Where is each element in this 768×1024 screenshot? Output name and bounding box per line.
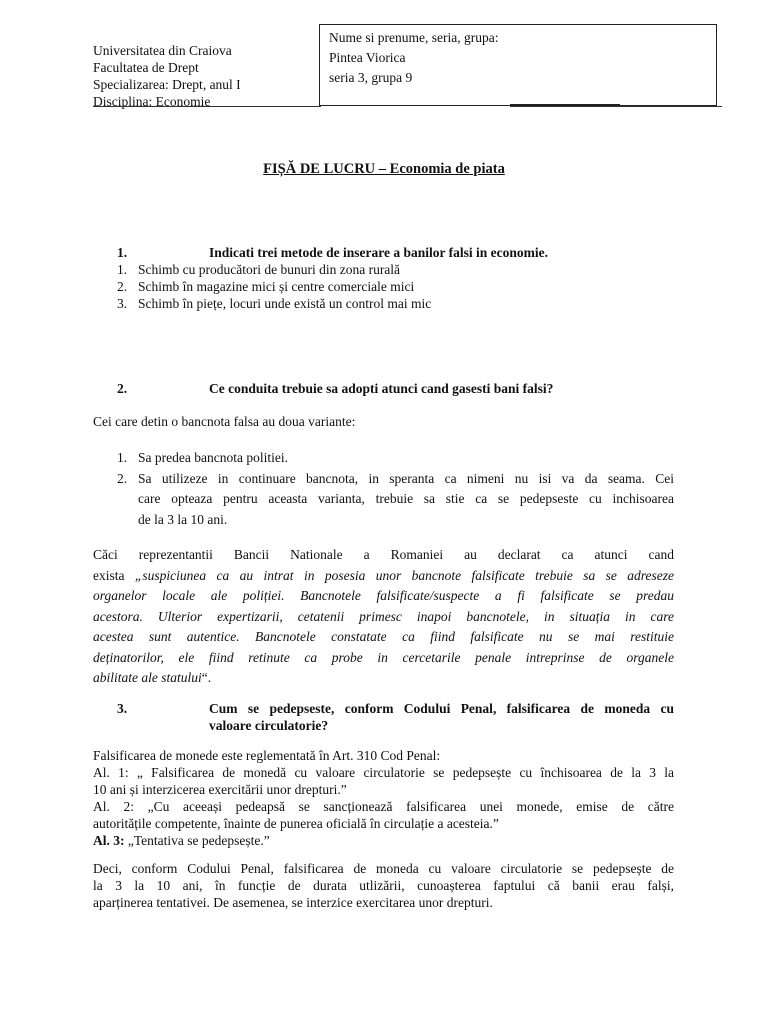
paragraph-line: acestora. Ulterior expertizarii, cetatenii primesc inapoi bancnotele, in situația in care <box>93 608 674 624</box>
student-info-label: Nume si prenume, seria, grupa: <box>329 30 499 45</box>
list-item: 1. Schimb cu producători de bunuri din zona rurală <box>117 262 401 277</box>
list-item: 2. Schimb în magazine mici și centre comerciale mici <box>117 279 415 294</box>
question-text-line: Cum se pedepseste, conform Codului Penal, falsificarea de moneda cu <box>209 701 674 716</box>
answer-list-1 <box>117 261 677 312</box>
question-number: 3. <box>117 701 128 716</box>
student-info-box <box>319 24 717 106</box>
bnr-quote-paragraph <box>93 545 674 689</box>
question-number: 2. <box>117 381 128 396</box>
answer-line: Sa utilizeze in continuare bancnota, in speranta ca nimeni nu isi va da seama. Cei <box>138 470 674 486</box>
law-line: Al. 2: „Cu aceeași pedeapsă se sancționează falsificarea unei monede, emise de către <box>93 799 674 814</box>
list-item: 1. Sa predea bancnota politiei. <box>117 450 288 465</box>
conclusion-paragraph <box>93 860 674 911</box>
conclusion-line: la 3 la 10 ani, în funcție de durata utlizării, cunoașterea faptului că banii erau falși, <box>93 878 674 893</box>
discipline: Disciplina: Economie <box>93 94 211 109</box>
conclusion-line: Deci, conform Codului Penal, falsificarea de moneda cu valoare circulatorie se pedepsește de <box>93 861 674 876</box>
specialization: Specializarea: Drept, anul I <box>93 77 241 92</box>
paragraph-line: deținatorilor, ele fiind retinute ca probe in cercetarile penale intreprinse de organele <box>93 649 674 665</box>
header-rule-right <box>510 106 722 107</box>
question-number: 1. <box>117 245 128 260</box>
institution-header <box>93 42 241 110</box>
question-text-line: valoare circulatorie? <box>209 718 329 733</box>
question-text: Indicati trei metode de inserare a banilor falsi in economie. <box>209 245 548 260</box>
student-name: Pintea Viorica <box>329 50 406 65</box>
conclusion-line: aparținerea tentativei. De asemenea, se interzice exercitarea unor drepturi. <box>93 895 493 910</box>
paragraph-line: exista „suspiciunea ca au intrat in posesia unor bancnote falsificate trebuie sa se adreseze <box>93 567 675 583</box>
list-item: 2. Sa utilizeze in continuare bancnota, in speranta ca nimeni nu isi va da seama. Cei care opteaza pentru aceasta varianta, trebuie sa stie ca se pedepseste cu inchisoarea de la 3 la 10 ani. <box>117 469 674 531</box>
student-group: seria 3, grupa 9 <box>329 70 413 85</box>
paragraph-line: acestea sunt autentice. Bancnotele constatate ca fiind falsificate nu se mai restituie <box>93 629 674 644</box>
list-item: 3. Schimb în piețe, locuri unde există un control mai mic <box>117 296 432 311</box>
paragraph-line: Căci reprezentantii Bancii Nationale a Romaniei au declarat ca atunci cand <box>93 547 674 562</box>
header-rule-left <box>93 106 321 107</box>
page-title: FIȘĂ DE LUCRU – Economia de piata <box>263 161 505 177</box>
law-line: autoritățile competente, înainte de punerea oficială în circulație a acesteia.” <box>93 816 499 831</box>
law-line: Al. 1: „ Falsificarea de monedă cu valoare circulatorie se pedepsește cu închisoarea de la 3 la <box>93 765 674 780</box>
law-text <box>93 747 674 849</box>
university-name: Universitatea din Craiova <box>93 43 232 58</box>
faculty-name: Facultatea de Drept <box>93 60 199 75</box>
paragraph-line: organelor locale ale poliției. Bancnotele falsificate/suspecte a fi falsificate se predau <box>93 588 674 603</box>
law-line: 10 ani și interzicerea exercitării unor drepturi.” <box>93 782 347 797</box>
paragraph-line: abilitate ale statului“. <box>93 670 212 685</box>
law-line: Al. 3: „Tentativa se pedepsește.” <box>93 833 270 848</box>
answer-line: care opteaza pentru aceasta varianta, trebuie sa stie ca se pedepseste cu inchisoarea <box>138 491 674 506</box>
answer-line: de la 3 la 10 ani. <box>138 511 228 527</box>
law-line: Falsificarea de monede este reglementată în Art. 310 Cod Penal: <box>93 748 441 763</box>
answer-list-2 <box>117 448 674 530</box>
question-text: Ce conduita trebuie sa adopti atunci cand gasesti bani falsi? <box>209 381 554 396</box>
answer-intro: Cei care detin o bancnota falsa au doua variante: <box>93 414 356 429</box>
